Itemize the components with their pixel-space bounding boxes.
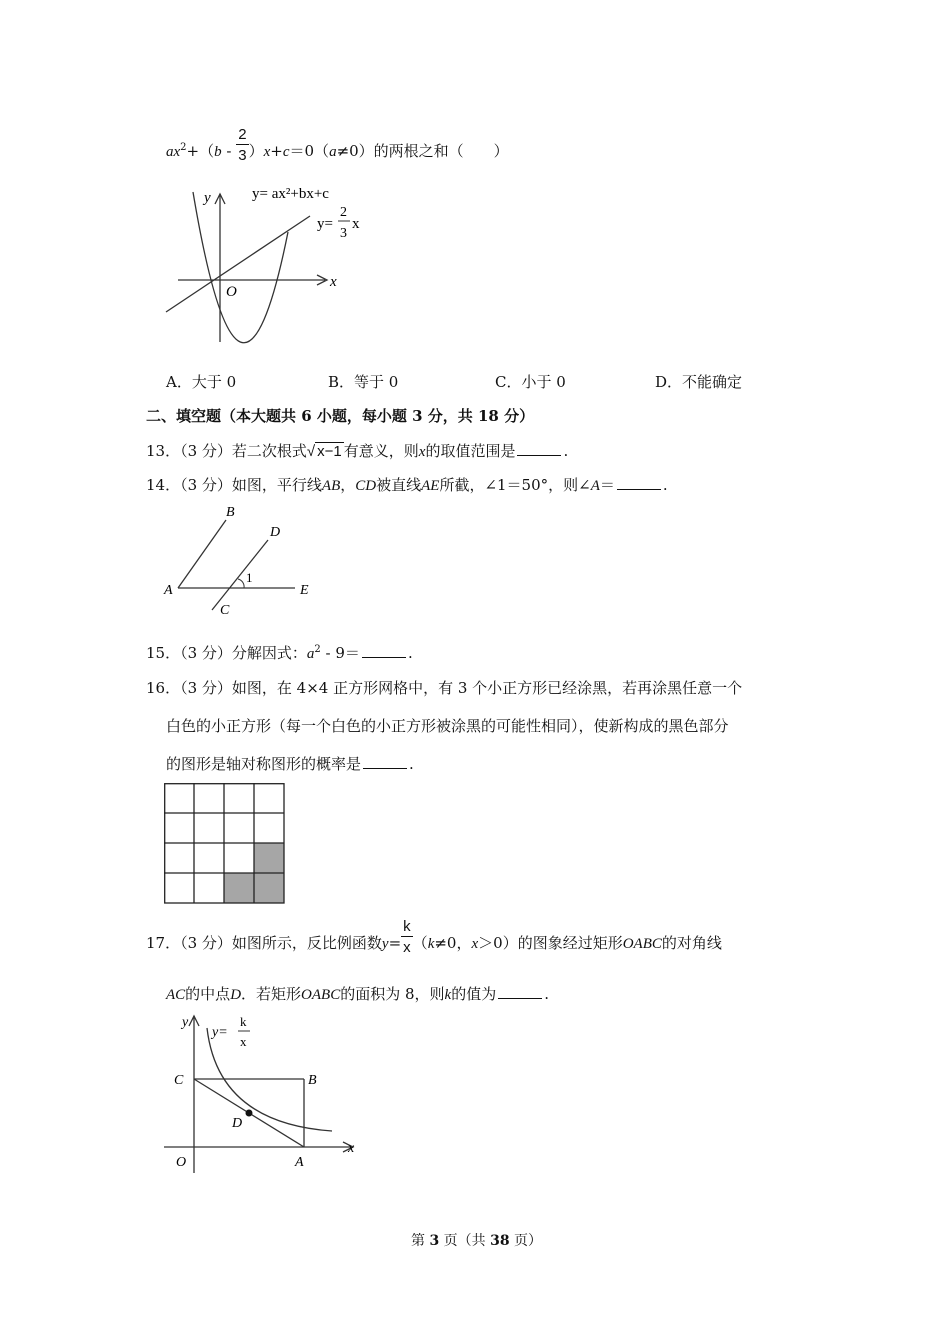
q17-line2-c: 的面积为 8，则 — [340, 985, 445, 1003]
q13-sqrt: √ x−1 — [306, 443, 342, 460]
q16-line2: 白色的小正方形（每一个白色的小正方形被涂黑的可能性相同），使新构成的黑色部分 — [166, 717, 729, 735]
footer-total-pages: 38 — [490, 1233, 510, 1249]
q12-line-frac-den: 3 — [340, 226, 347, 241]
q17-line2-d: 的值为 — [451, 985, 497, 1003]
q17-frac-num: k — [403, 918, 411, 935]
q13-x: x — [418, 444, 426, 460]
q17-cond-end: ＞0）的图象经过矩形 — [478, 934, 623, 952]
q14-label-a: A — [164, 583, 173, 598]
q12-term-ax: ax — [166, 144, 181, 160]
q12-fraction — [236, 127, 248, 163]
q13-text2: 有意义，则 — [343, 442, 419, 460]
q13-answer-blank[interactable] — [517, 443, 561, 456]
q12-paren-open: +（ — [186, 142, 215, 160]
q17-label-c: C — [174, 1073, 184, 1088]
q16-shaded-cell — [254, 843, 284, 873]
q14-text2: 被直线 — [376, 476, 422, 494]
q14-end: . — [662, 476, 668, 494]
q16-line3 — [166, 753, 414, 774]
q14-ab: AB — [321, 478, 341, 494]
q14-ae: AE — [421, 478, 440, 494]
q13 — [146, 440, 568, 461]
q17-label-o: O — [176, 1155, 187, 1170]
q12-origin-label: O — [226, 284, 237, 300]
q13-end: . — [563, 442, 569, 460]
q17-eq: = — [388, 934, 402, 952]
q12-option-letter: C． — [495, 373, 522, 391]
q14-label-angle1: 1 — [246, 570, 253, 585]
q17-text-end: 的对角线 — [661, 934, 722, 952]
footer-page-number: 3 — [429, 1233, 440, 1249]
q12-option-letter: D． — [655, 373, 683, 391]
q14-text3: 所截，∠1＝50°，则∠ — [439, 476, 591, 494]
q17-k: k — [427, 936, 435, 952]
q14-number: 14． — [146, 476, 181, 494]
q15-sup: 2 — [314, 644, 321, 655]
q14 — [146, 474, 668, 495]
q16-shaded-cell — [254, 873, 284, 903]
q17-y-label: y — [182, 1015, 189, 1030]
q12-eq0: ＝0（ — [289, 142, 330, 160]
q14-label-b: B — [226, 505, 235, 520]
q13-radicand: x−1 — [317, 443, 342, 460]
q12-line-frac-num: 2 — [340, 205, 347, 220]
q12-option-letter: B． — [328, 373, 355, 391]
q12-x: x — [263, 144, 271, 160]
q12-y-label: y — [204, 190, 211, 206]
footer-pre: 第 — [411, 1233, 430, 1249]
q12-line-label-y: y= — [317, 216, 333, 232]
q14-line-ab — [178, 520, 226, 588]
q17-func-y: y= — [212, 1025, 228, 1040]
q16-grid — [164, 783, 286, 905]
page-footer — [411, 1230, 542, 1250]
q17-cond-mid: ≠0， — [434, 934, 472, 952]
q17-fraction — [401, 919, 413, 955]
q12-b: b — [214, 144, 222, 160]
q16-text3: 的图形是轴对称图形的概率是 — [166, 755, 362, 773]
q17-k2: k — [444, 987, 452, 1003]
q17-oabc: OABC — [622, 936, 662, 952]
q17-y: y — [381, 936, 389, 952]
q15-end: . — [407, 644, 413, 662]
q17-frac-den: x — [403, 939, 411, 956]
q14-text: （3 分）如图，平行线 — [180, 476, 322, 494]
q17-func-x: x — [240, 1034, 247, 1049]
q16-end: . — [409, 755, 414, 773]
q12-option-text: 等于 0 — [354, 373, 399, 391]
q17-line2-a: 的中点 — [185, 985, 231, 1003]
section-2-heading: 二、填空题（本大题共 6 小题，每小题 3 分，共 18 分） — [146, 407, 535, 425]
q12-tail: ≠0）的两根之和（ ） — [336, 142, 509, 160]
q15-text2: - 9＝ — [320, 644, 360, 662]
q12-sup: 2 — [180, 142, 187, 153]
q17-label-a: A — [295, 1155, 304, 1170]
q12-option-d[interactable] — [655, 371, 742, 392]
q17-func-k: k — [240, 1014, 247, 1029]
q14-answer-blank[interactable] — [617, 477, 661, 490]
q17-text: （3 分）如图所示，反比例函数 — [180, 934, 382, 952]
q17-line2-b: ．若矩形 — [241, 985, 302, 1003]
q12-frac-den: 3 — [238, 147, 247, 164]
q15-a: a — [306, 646, 315, 662]
q14-cd: CD — [355, 478, 377, 494]
q17-answer-blank[interactable] — [498, 986, 542, 999]
q12-line-label-x: x — [352, 216, 360, 232]
q17-label-d: D — [232, 1116, 243, 1131]
q12-option-text: 大于 0 — [191, 373, 237, 391]
q14-line-cd — [212, 540, 268, 610]
q14-comma: ， — [340, 476, 356, 494]
q12-minus: - — [221, 142, 237, 160]
q16-number: 16． — [146, 679, 181, 697]
q17-oabc2: OABC — [301, 987, 341, 1003]
q17-figure — [160, 1008, 370, 1183]
q15-number: 15． — [146, 644, 181, 662]
q12-graph — [160, 182, 370, 352]
q17-point-d — [246, 1110, 253, 1117]
q15-text: （3 分）分解因式： — [180, 644, 307, 662]
footer-mid: 页（共 — [439, 1233, 491, 1249]
q17-x: x — [471, 936, 479, 952]
q15 — [146, 642, 413, 663]
q16-shaded-cell — [224, 873, 254, 903]
q16-text1: （3 分）如图，在 4×4 正方形网格中，有 3 个小正方形已经涂黑，若再涂黑任意一个 — [180, 679, 743, 697]
q17-x-label: x — [348, 1141, 355, 1156]
q12-parabola — [193, 192, 288, 343]
q14-figure — [160, 500, 330, 625]
q13-text3: 的取值范围是 — [425, 442, 516, 460]
q14-label-d: D — [270, 525, 281, 540]
q14-label-c: C — [220, 603, 230, 618]
q12-option-c[interactable] — [495, 371, 566, 392]
q14-label-e: E — [300, 583, 309, 598]
q12-option-text: 不能确定 — [682, 373, 743, 391]
q12-option-letter: A． — [166, 373, 192, 391]
q17-ac: AC — [166, 987, 186, 1003]
q12-option-b[interactable] — [328, 371, 398, 392]
q14-a: A — [590, 478, 600, 494]
q12-a: a — [329, 144, 337, 160]
q17-line2 — [166, 983, 549, 1004]
footer-post: 页） — [509, 1233, 543, 1249]
q17-line1 — [146, 918, 722, 956]
q12-option-a[interactable] — [166, 371, 236, 392]
q17-cond-open: （ — [412, 934, 428, 952]
q17-end: . — [544, 985, 549, 1003]
q14-text4: ＝ — [599, 476, 615, 494]
q15-answer-blank[interactable] — [362, 645, 406, 658]
q12-c: c — [282, 144, 290, 160]
q12-frac-num: 2 — [238, 126, 247, 143]
q16-line1 — [146, 677, 742, 698]
q14-angle-arc — [238, 579, 244, 588]
q12-paren-close: ） — [248, 142, 264, 160]
q17-d: D — [230, 987, 242, 1003]
q12-option-text: 小于 0 — [521, 373, 566, 391]
q12-parabola-label: y= ax²+bx+c — [252, 186, 329, 202]
q12-x-label: x — [330, 274, 337, 290]
q12-stem — [166, 126, 509, 164]
q12-line — [166, 216, 310, 312]
q16-answer-blank[interactable] — [363, 756, 407, 769]
q13-number: 13． — [146, 442, 181, 460]
q12-plus: + — [270, 142, 283, 160]
q17-label-b: B — [308, 1073, 317, 1088]
q17-number: 17． — [146, 934, 181, 952]
q13-text: （3 分）若二次根式 — [180, 442, 307, 460]
